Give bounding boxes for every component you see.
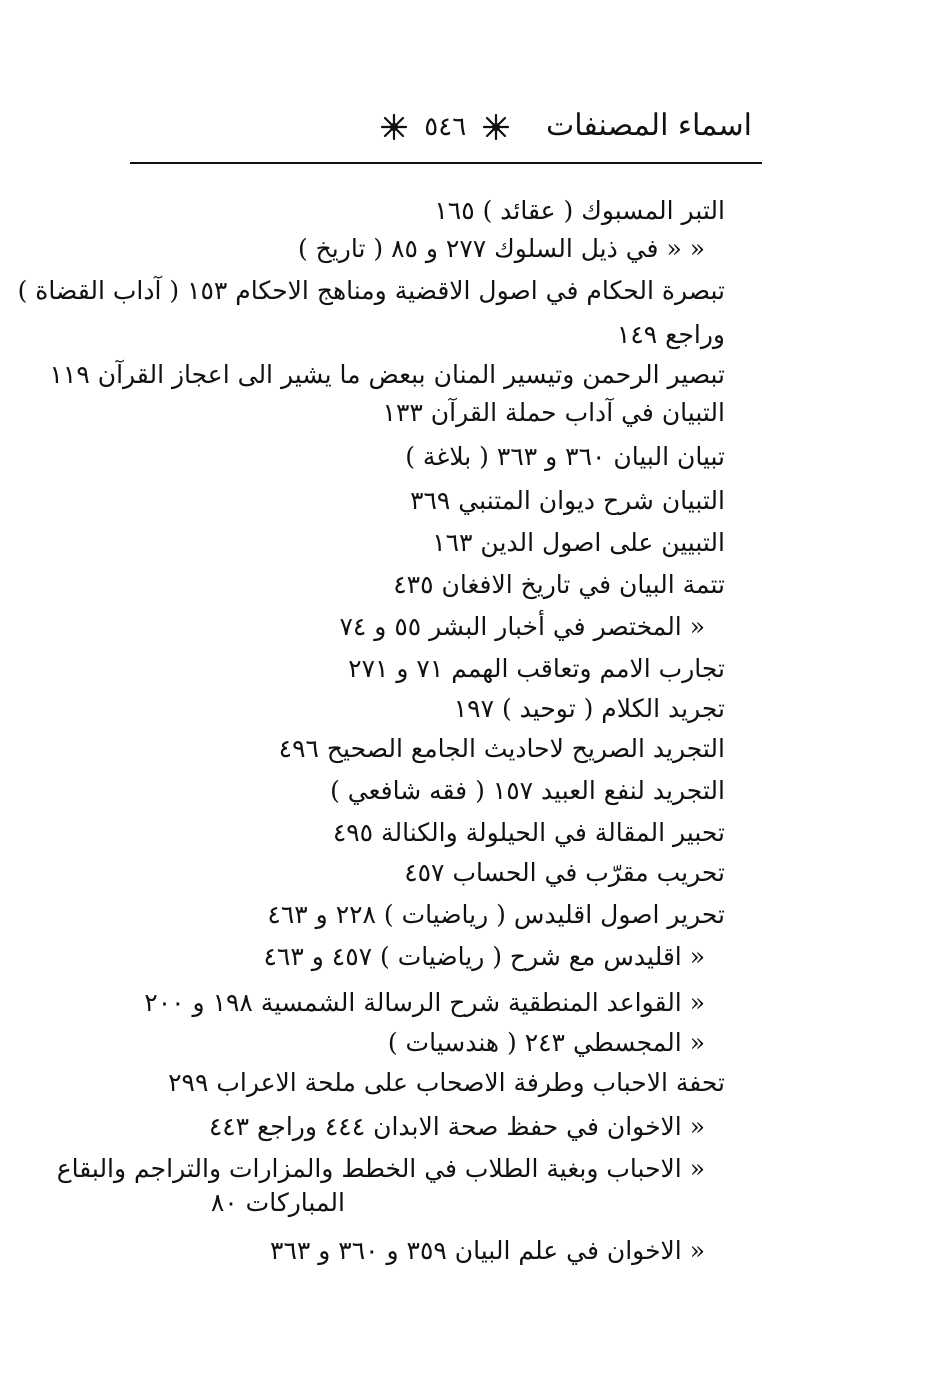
index-entry: تحبير المقالة في الحيلولة والكنالة ٤٩٥ bbox=[332, 818, 725, 847]
index-entry: تتمة البيان في تاريخ الافغان ٤٣٥ bbox=[393, 570, 725, 599]
index-entry: التبيان شرح ديوان المتنبي ٣٦٩ bbox=[410, 486, 725, 515]
star-ornament-icon bbox=[482, 113, 510, 141]
page-number-group bbox=[380, 106, 510, 147]
index-entry: التبر المسبوك ( عقائد ) ١٦٥ bbox=[434, 196, 725, 225]
index-entry: « المجسطي ٢٤٣ ( هندسيات ) bbox=[387, 1028, 705, 1057]
index-entry: « المختصر في أخبار البشر ٥٥ و ٧٤ bbox=[339, 612, 705, 641]
index-entry: « الاحباب وبغية الطلاب في الخطط والمزارات والتراجم والبقاع bbox=[56, 1154, 705, 1183]
page-number: ٥٤٦ bbox=[424, 112, 467, 142]
index-entry: تجريد الكلام ( توحيد ) ١٩٧ bbox=[453, 694, 725, 723]
index-entry: « الاخوان في حفظ صحة الابدان ٤٤٤ وراجع ٤٤٣ bbox=[208, 1112, 705, 1141]
index-entry: « اقليدس مع شرح ( رياضيات ) ٤٥٧ و ٤٦٣ bbox=[263, 942, 705, 971]
running-title: اسماء المصنفات bbox=[545, 108, 752, 143]
index-entry: تحرير اصول اقليدس ( رياضيات ) ٢٢٨ و ٤٦٣ bbox=[267, 900, 725, 929]
index-entry: « « في ذيل السلوك ٢٧٧ و ٨٥ ( تاريخ ) bbox=[297, 234, 705, 263]
index-entry: تحفة الاحباب وطرفة الاصحاب على ملحة الاعراب ٢٩٩ bbox=[168, 1068, 725, 1097]
header-rule bbox=[130, 162, 762, 164]
index-entry: التجريد الصريح لاحاديث الجامع الصحيح ٤٩٦ bbox=[278, 734, 725, 763]
page-header bbox=[380, 100, 752, 150]
index-entry: المباركات ٨٠ bbox=[210, 1188, 345, 1217]
index-entry: التبيان في آداب حملة القرآن ١٣٣ bbox=[382, 398, 725, 427]
index-entry: تبيان البيان ٣٦٠ و ٣٦٣ ( بلاغة ) bbox=[405, 442, 725, 471]
index-entry: التجريد لنفع العبيد ١٥٧ ( فقه شافعي ) bbox=[330, 776, 725, 805]
index-entry: تحريب مقرّب في الحساب ٤٥٧ bbox=[404, 858, 725, 887]
index-entry: تجارب الامم وتعاقب الهمم ٧١ و ٢٧١ bbox=[348, 654, 725, 683]
index-entry: « الاخوان في علم البيان ٣٥٩ و ٣٦٠ و ٣٦٣ bbox=[270, 1236, 705, 1265]
index-entry: تبصرة الحكام في اصول الاقضية ومناهج الاحكام ١٥٣ ( آداب القضاة ) bbox=[17, 276, 725, 305]
index-entry: « القواعد المنطقية شرح الرسالة الشمسية ١٩٨ و ٢٠٠ bbox=[144, 988, 705, 1017]
index-entry: وراجع ١٤٩ bbox=[616, 320, 725, 349]
index-entry: تبصير الرحمن وتيسير المنان ببعض ما يشير الى اعجاز القرآن ١١٩ bbox=[49, 360, 725, 389]
star-ornament-icon bbox=[380, 113, 408, 141]
index-entry: التبيين على اصول الدين ١٦٣ bbox=[432, 528, 725, 557]
